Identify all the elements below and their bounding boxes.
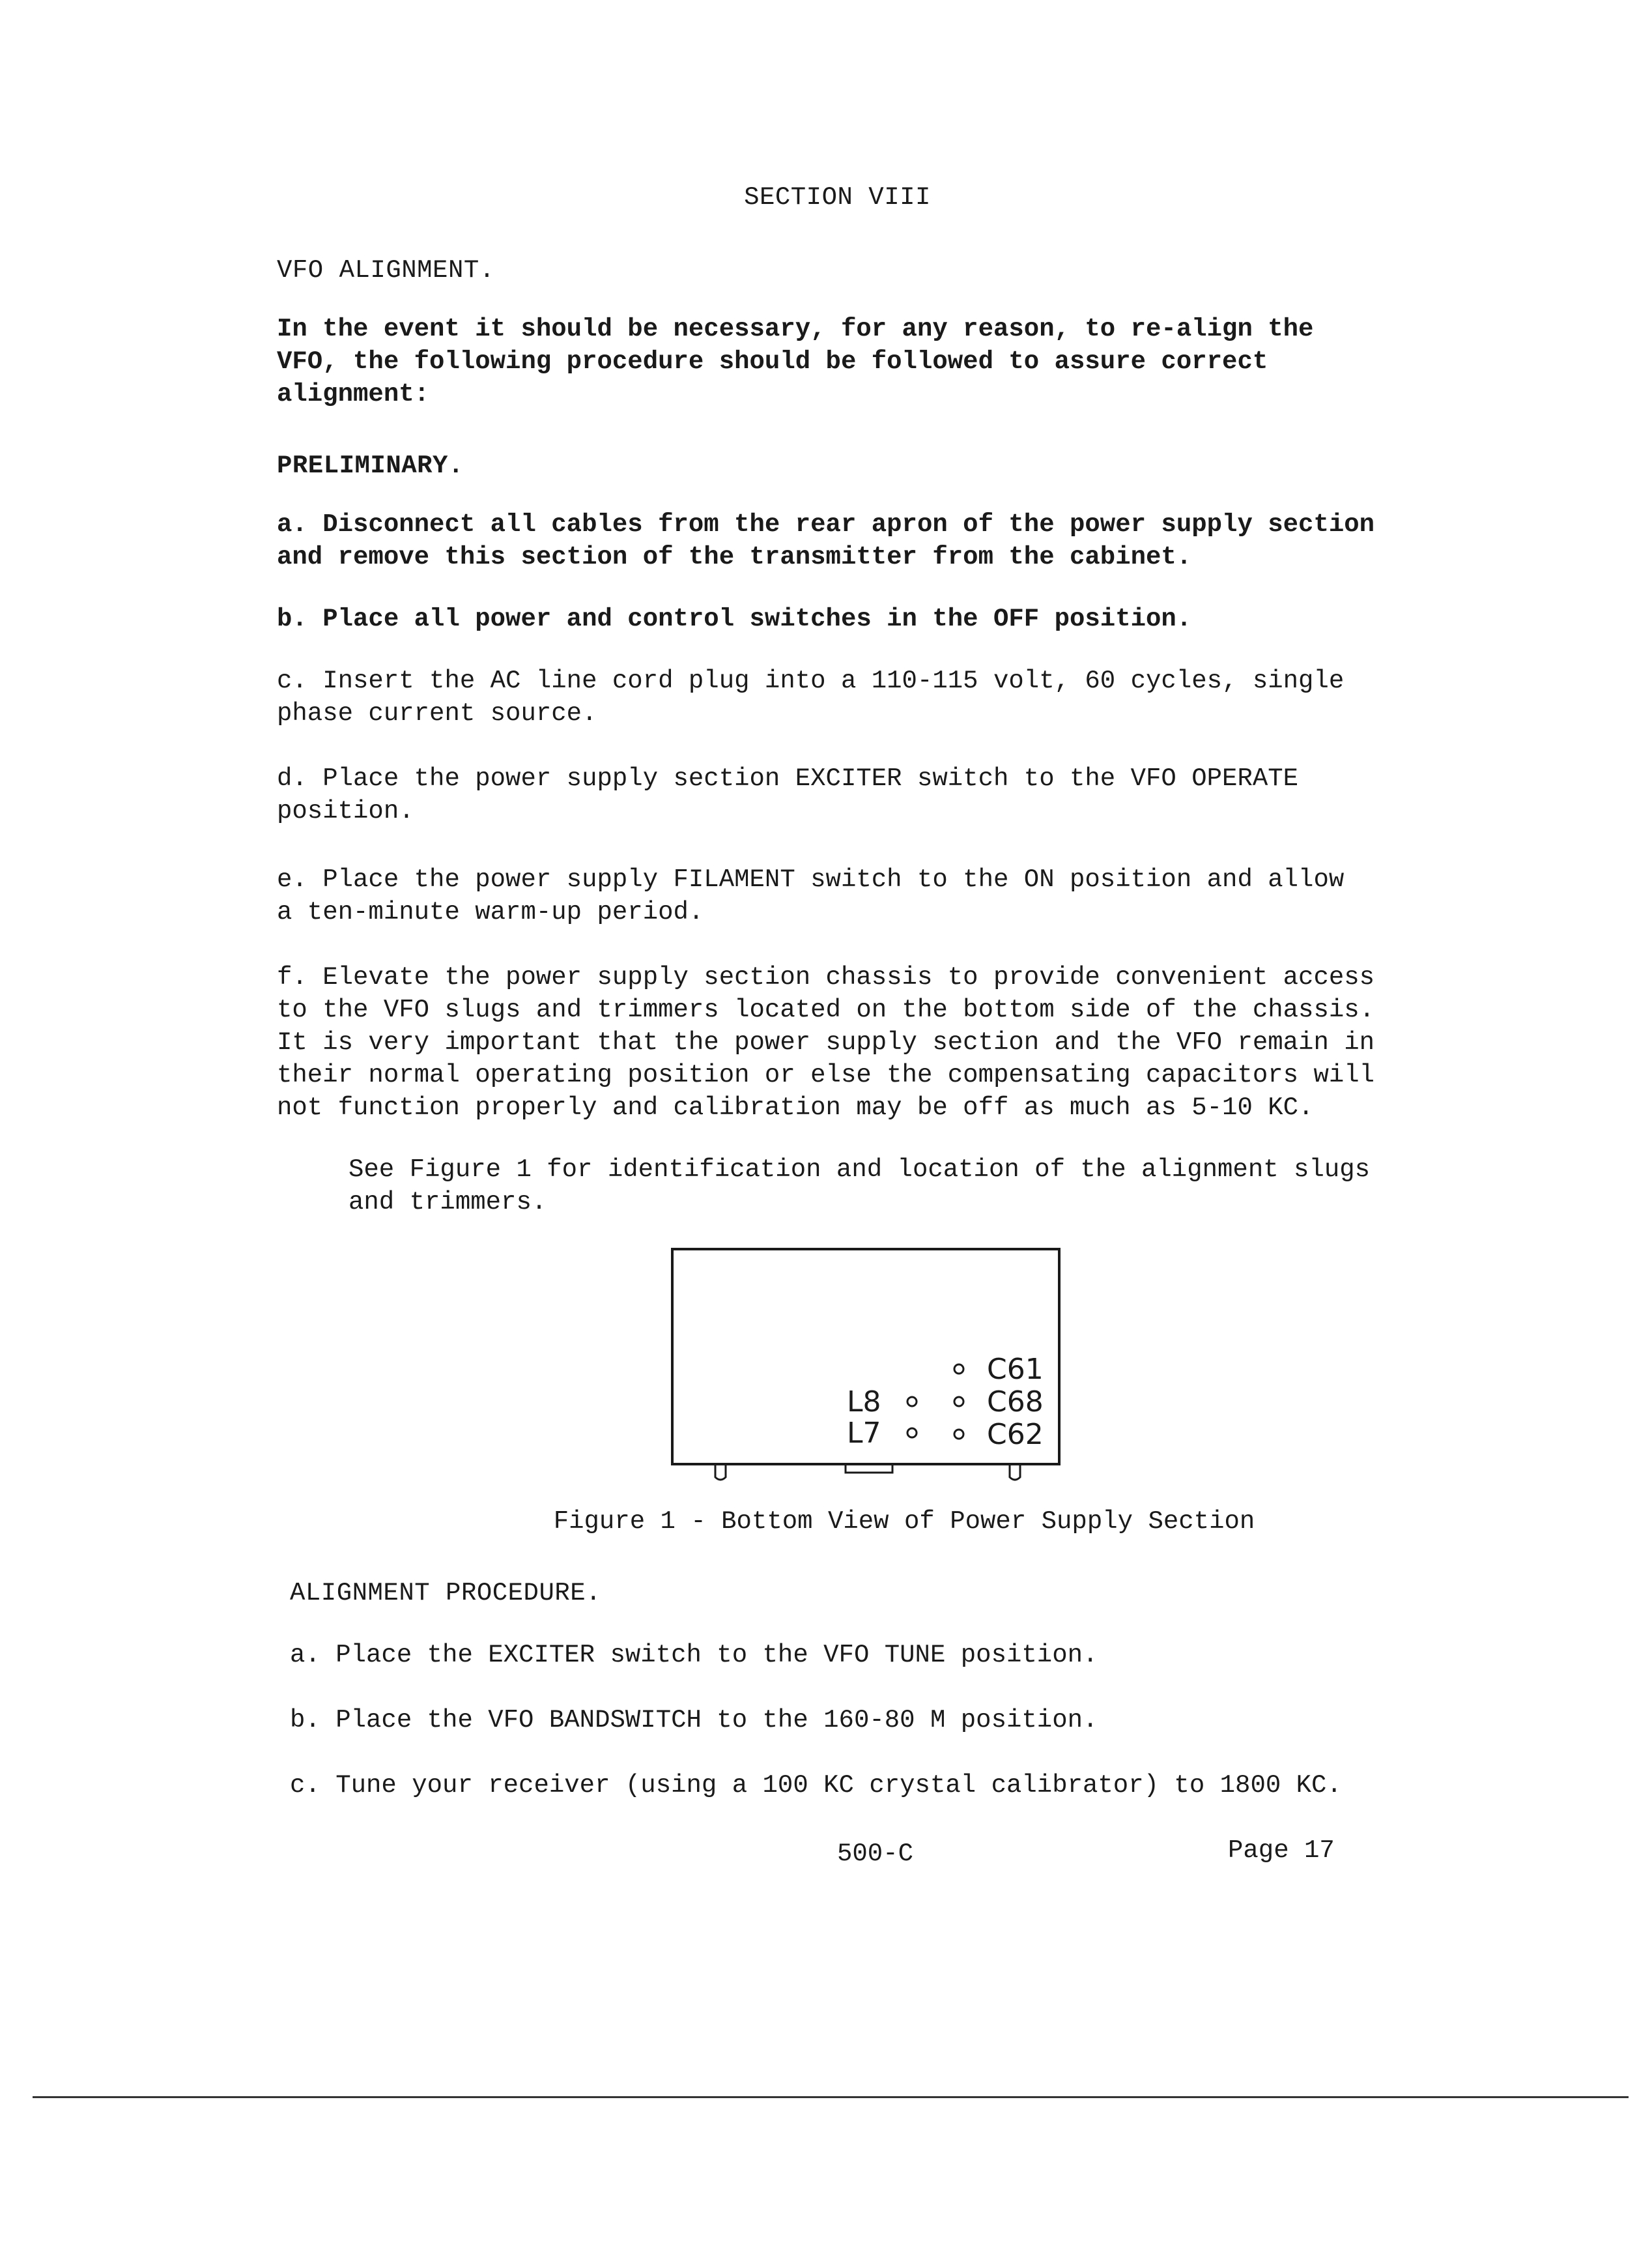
footer-model: 500-C (837, 1839, 914, 1868)
alignment-step-a (290, 1639, 1502, 1671)
step-line: a ten-minute warm-up period. (277, 898, 704, 927)
preliminary-step-b (277, 603, 1488, 635)
see-figure-line: and trimmers. (349, 1188, 547, 1217)
label-l7: L7 (847, 1417, 881, 1450)
preliminary-heading: PRELIMINARY. (277, 452, 464, 480)
step-line: d. Place the power supply section EXCITER switch to the VFO OPERATE (277, 764, 1299, 793)
step-line: It is very important that the power supply section and the VFO remain in (277, 1028, 1375, 1057)
c68-trimmer-hole (954, 1397, 963, 1406)
c62-trimmer-hole (954, 1430, 963, 1439)
bottom-rule (33, 2096, 1629, 2098)
vfo-alignment-heading: VFO ALIGNMENT. (277, 256, 495, 285)
section-title: SECTION VIII (744, 183, 931, 212)
alignment-procedure-heading: ALIGNMENT PROCEDURE. (290, 1579, 602, 1607)
label-c61: C61 (987, 1353, 1044, 1386)
preliminary-step-e (277, 863, 1488, 929)
step-line: a. Place the EXCITER switch to the VFO TUNE position. (290, 1641, 1098, 1669)
intro-paragraph (277, 313, 1488, 411)
l7-slug-hole (907, 1428, 917, 1437)
intro-line: VFO, the following procedure should be followed to assure correct (277, 347, 1268, 376)
see-figure-line: See Figure 1 for identification and location of the alignment slugs (349, 1155, 1371, 1184)
right-foot (1010, 1464, 1020, 1480)
step-line: e. Place the power supply FILAMENT switch to the ON position and allow (277, 865, 1345, 894)
figure-1-diagram (671, 1248, 1068, 1482)
intro-line: In the event it should be necessary, for any reason, to re-align the (277, 315, 1314, 343)
step-line: not function properly and calibration may be off as much as 5-10 KC. (277, 1093, 1314, 1122)
figure-caption: Figure 1 - Bottom View of Power Supply Section (553, 1507, 1255, 1536)
step-line: phase current source. (277, 699, 597, 728)
label-c68: C68 (987, 1385, 1044, 1419)
see-figure-paragraph (349, 1153, 1495, 1218)
preliminary-step-f (277, 961, 1502, 1124)
step-line: position. (277, 797, 414, 826)
label-l8: L8 (847, 1385, 881, 1419)
step-line: to the VFO slugs and trimmers located on the bottom side of the chassis. (277, 996, 1375, 1024)
c61-trimmer-hole (954, 1364, 963, 1374)
step-line: their normal operating position or else the compensating capacitors will (277, 1061, 1375, 1089)
preliminary-step-d (277, 762, 1488, 828)
step-line: b. Place all power and control switches in the OFF position. (277, 605, 1192, 633)
left-foot (715, 1464, 726, 1480)
preliminary-step-a (277, 508, 1488, 573)
preliminary-step-c (277, 665, 1488, 730)
footer-page-number: Page 17 (1228, 1836, 1335, 1865)
step-line: c. Tune your receiver (using a 100 KC crystal calibrator) to 1800 KC. (290, 1771, 1342, 1800)
l8-slug-hole (907, 1397, 917, 1406)
step-line: f. Elevate the power supply section chassis to provide convenient access (277, 963, 1375, 992)
alignment-step-c (290, 1769, 1502, 1802)
step-line: a. Disconnect all cables from the rear apron of the power supply section (277, 510, 1375, 539)
step-line: b. Place the VFO BANDSWITCH to the 160-80 M position. (290, 1706, 1098, 1735)
intro-line: alignment: (277, 380, 430, 409)
step-line: and remove this section of the transmitter from the cabinet. (277, 543, 1192, 571)
step-line: c. Insert the AC line cord plug into a 110-115 volt, 60 cycles, single (277, 667, 1345, 695)
label-c62: C62 (987, 1418, 1044, 1451)
alignment-step-b (290, 1704, 1502, 1736)
